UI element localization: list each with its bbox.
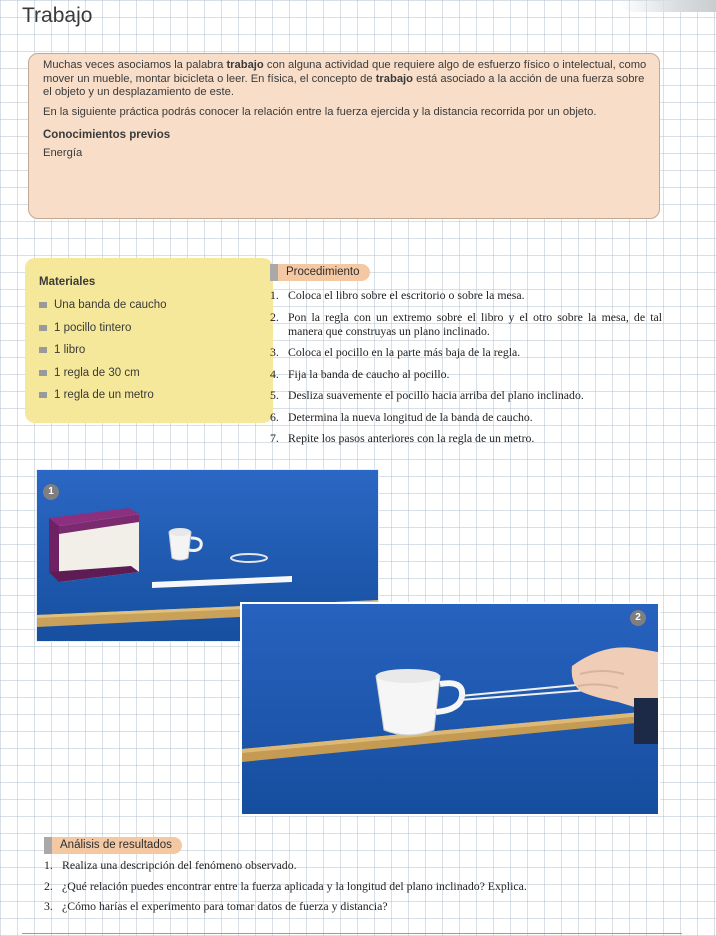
list-item (39, 294, 263, 317)
step-number: 1. (270, 288, 279, 302)
intro-text: está asociado a la acción de una fuerza sobre el objeto y un desplazamiento de este. (43, 72, 645, 98)
photo-experiment (240, 602, 660, 816)
book-icon (49, 508, 139, 582)
procedure-list (270, 288, 662, 453)
list-item (39, 339, 263, 362)
procedure-step (270, 288, 662, 302)
step-text: Fija la banda de caucho al pocillo. (288, 366, 450, 381)
materials-box (25, 258, 273, 423)
step-text: Determina la nueva longitud de la banda de caucho. (288, 409, 533, 424)
page-title: Trabajo (22, 4, 93, 27)
step-text: Coloca el pocillo en la parte más baja de la regla. (288, 345, 521, 359)
step-number: 3. (270, 345, 279, 359)
materials-title: Materiales (39, 276, 96, 288)
intro-box (28, 53, 660, 219)
material-label: 1 pocillo tintero (54, 321, 132, 334)
prior-knowledge-value: Energía (43, 146, 83, 159)
step-number: 2. (270, 309, 279, 324)
question-number: 1. (44, 858, 53, 872)
square-bullet-icon (39, 302, 47, 308)
procedure-step (270, 410, 662, 424)
procedure-title: Procedimiento (270, 264, 370, 281)
procedure-step (270, 367, 662, 381)
materials-list (39, 294, 263, 407)
step-number: 6. (270, 409, 279, 424)
step-number: 7. (270, 431, 279, 445)
square-bullet-icon (39, 325, 47, 331)
keyword-trabajo: trabajo (375, 72, 414, 85)
procedure-step (270, 431, 662, 445)
question-text: Realiza una descripción del fenómeno observado. (62, 858, 297, 872)
step-text: Coloca el libro sobre el escritorio o sobre la mesa. (288, 288, 525, 302)
list-item (39, 384, 263, 407)
square-bullet-icon (39, 370, 47, 376)
question-number: 2. (44, 878, 53, 893)
photo-number-badge: 1 (43, 484, 59, 500)
results-question (44, 879, 664, 893)
step-text: Desliza suavemente el pocillo hacia arriba del plano inclinado. (288, 388, 584, 402)
step-text: Pon la regla con un extremo sobre el libro y el otro sobre la mesa, de tal manera que construyas un plano inclinado. (288, 309, 662, 338)
procedure-step (270, 310, 662, 338)
photo-number-badge: 2 (630, 610, 646, 626)
intro-paragraph-1 (43, 59, 647, 100)
results-title: Análisis de resultados (44, 837, 182, 854)
intro-paragraph-2: En la siguiente práctica podrás conocer la relación entre la fuerza ejercida y la distancia recorrida por un objeto. (43, 105, 597, 118)
bottom-divider (22, 933, 682, 934)
results-question (44, 899, 664, 913)
step-number: 5. (270, 388, 279, 402)
square-bullet-icon (39, 347, 47, 353)
question-text: ¿Qué relación puedes encontrar entre la fuerza aplicada y la longitud del plano inclinado? Explica. (62, 878, 527, 893)
page-corner-shadow (620, 0, 716, 12)
procedure-step (270, 345, 662, 359)
material-label: 1 libro (54, 344, 86, 357)
step-text: Repite los pasos anteriores con la regla de un metro. (288, 431, 535, 445)
procedure-step (270, 388, 662, 402)
experiment-illustration (242, 604, 658, 814)
keyword-trabajo: trabajo (226, 59, 264, 71)
intro-text: con alguna actividad que requiere algo de esfuerzo físico o intelectual, como mover un mueble, montar bicicleta o leer. En física, el concepto de (43, 59, 647, 85)
material-label: 1 regla de 30 cm (54, 366, 140, 379)
material-label: Una banda de caucho (54, 299, 167, 312)
prior-knowledge-title: Conocimientos previos (43, 129, 171, 141)
results-question (44, 858, 664, 872)
question-number: 3. (44, 899, 53, 913)
step-number: 4. (270, 366, 279, 381)
results-list (44, 858, 664, 920)
list-item (39, 317, 263, 340)
list-item (39, 362, 263, 385)
square-bullet-icon (39, 392, 47, 398)
material-label: 1 regla de un metro (54, 389, 154, 402)
question-text: ¿Cómo harías el experimento para tomar datos de fuerza y distancia? (62, 899, 388, 913)
intro-text: Muchas veces asociamos la palabra (43, 59, 227, 71)
